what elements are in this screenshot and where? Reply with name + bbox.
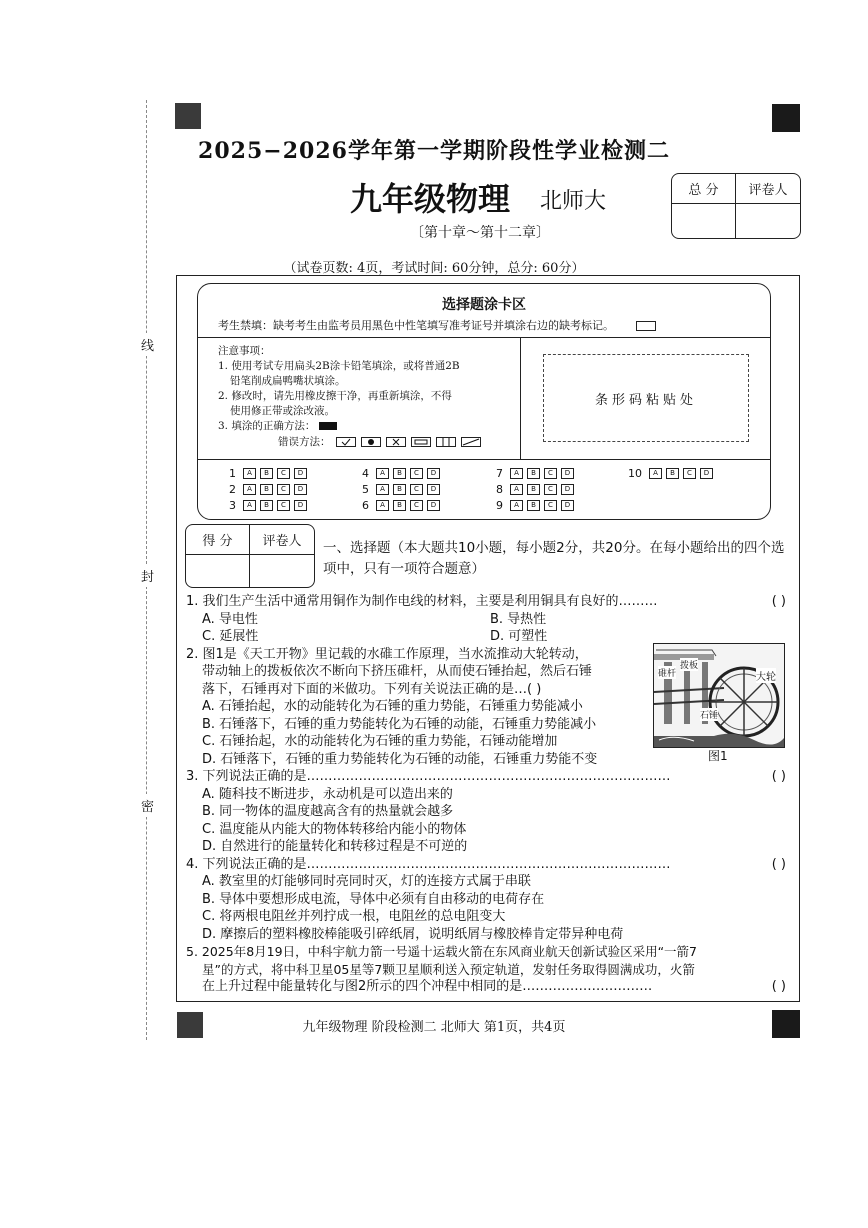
question-number: 3 [229,498,236,512]
option-b: B. 石锤落下，石锤的重力势能转化为石锤的动能，石锤重力势能减小 [202,716,597,732]
option-d: D. 摩擦后的塑料橡胶棒能吸引碎纸屑，说明纸屑与橡胶棒肯定带异种电荷 [202,926,624,942]
option-b: B. 同一物体的温度越高含有的热量就会越多 [202,804,454,819]
exam-title: 2025−2026学年第一学期阶段性学业检测二 [198,138,670,164]
page-footer: 九年级物理 阶段检测二 北师大 第1页，共4页 [302,1020,566,1035]
bubble-d[interactable]: D [427,468,440,479]
bubble-b[interactable]: B [527,484,540,495]
bubble-a[interactable]: A [243,500,256,511]
question-3-stem [186,768,786,786]
bubble-b[interactable]: B [527,468,540,479]
question-number: 5 [362,482,369,496]
notes-heading: 注意事项： [218,345,271,357]
bubble-a[interactable]: A [376,468,389,479]
question-5-text: 在上升过程中能量转化与图2所示的四个冲程中相同的是………………………… [202,979,653,994]
question-5-line: 5. 2025年8月19日，中科宇航力箭一号遥十运载火箭在东风商业航天创新试验区采用“一箭7 [186,944,698,959]
binding-char-mi: 密 [141,794,154,817]
option-d: D. 石锤落下，石锤的重力势能转化为石锤的动能，石锤重力势能不变 [202,751,598,767]
card-divider-top [198,337,770,338]
binding-char-feng: 封 [141,564,154,587]
bubble-a[interactable]: A [376,484,389,495]
bubble-row [222,465,311,481]
missing-note-text: 考生禁填：缺考考生由监考员用黑色中性笔填写准考证号并填涂右边的缺考标记。 [218,319,614,332]
question-number: 9 [496,498,503,512]
bubble-b[interactable]: B [393,500,406,511]
bubble-d[interactable]: D [700,468,713,479]
subject-title: 九年级物理 [350,180,511,218]
bubble-d[interactable]: D [561,484,574,495]
bubble-a[interactable]: A [243,484,256,495]
bubble-c[interactable]: C [544,484,557,495]
absence-mark-box[interactable] [636,321,656,331]
question-number: 2 [229,482,236,496]
bubble-row [489,481,578,497]
corner-marker-top-right [772,104,800,132]
option-c: C. 温度能从内能大的物体转移给内能小的物体 [202,821,467,837]
grader-label: 评卷人 [736,174,800,204]
bubble-b[interactable]: B [527,500,540,511]
bubble-a[interactable]: A [243,468,256,479]
fig-label-paddle: 拨板 [680,658,698,671]
wrong-mark-partial-icon [411,437,431,447]
wrong-mark-sides-icon [436,437,456,447]
bubble-d[interactable]: D [294,500,307,511]
note-line: 1. 使用考试专用扁头2B涂卡铅笔填涂，或将普通2B [218,360,460,372]
wrong-mark-slash-icon [461,437,481,447]
corner-marker-top-left [175,103,201,129]
bubble-row [355,465,444,481]
section-heading: 一、选择题（本大题共10小题，每小题2分，共20分。在每小题给出的四个选项中，只有一项符合题意） [323,540,785,577]
option-a: A. 教室里的灯能够同时亮同时灭，灯的连接方式属于串联 [202,874,531,889]
bubble-group-3 [489,465,578,513]
question-number: 7 [496,466,503,480]
bubble-group-4 [624,465,717,481]
bubble-d[interactable]: D [294,484,307,495]
total-score-box [671,173,801,239]
grader-field[interactable] [736,204,800,238]
question-2-line: 带动轴上的拨板依次不断向下挤压碓杆，从而使石锤抬起，然后石锤 [202,664,593,679]
bubble-d[interactable]: D [427,500,440,511]
bubble-c[interactable]: C [277,468,290,479]
bubble-b[interactable]: B [666,468,679,479]
option-a: A. 导电性 [202,611,258,627]
bubble-b[interactable]: B [260,484,273,495]
option-d: D. 自然进行的能量转化和转移过程是不可逆的 [202,839,468,854]
question-number: 1 [229,466,236,480]
wrong-mark-check-icon [336,437,356,447]
question-number: 6 [362,498,369,512]
question-2-line: 落下，石锤再对下面的米做功。下列有关说法正确的是…( ) [202,681,542,697]
card-divider-bottom [198,459,770,460]
bubble-a[interactable]: A [510,484,523,495]
option-c: C. 将两根电阻丝并列拧成一根，电阻丝的总电阻变大 [202,909,506,924]
option-b: B. 导热性 [490,611,547,627]
figure-1-caption: 图1 [708,749,728,763]
binding-char-xian: 线 [141,333,154,356]
fig-label-big-wheel: 大轮 [756,668,776,683]
bubble-b[interactable]: B [393,484,406,495]
notes-block [218,344,513,434]
bubble-a[interactable]: A [510,500,523,511]
wrong-mark-dot-icon [361,437,381,447]
option-a: A. 随科技不断进步，永动机是可以造出来的 [202,786,453,802]
bubble-c[interactable]: C [544,468,557,479]
bubble-d[interactable]: D [561,468,574,479]
question-1-options-row2 [186,628,786,646]
question-1-stem [186,593,786,611]
missing-note [218,317,656,333]
question-1-text: 1. 我们生产生活中通常用铜作为制作电线的材料，主要是利用铜具有良好的……… [186,594,658,609]
question-4-stem [186,856,786,874]
total-score-field[interactable] [672,204,736,238]
correct-method-label: 3. 填涂的正确方法： [218,420,316,432]
correct-mark-example [319,422,337,430]
bubble-c[interactable]: C [410,484,423,495]
question-4-text: 4. 下列说法正确的是………………………………………………………………………… [186,856,671,872]
bubble-group-1 [222,465,311,513]
exam-info: （试卷页数: 4页，考试时间: 60分钟，总分: 60分） [283,261,585,276]
bubble-row [489,465,578,481]
section-score-box [185,524,315,588]
fig-label-pestle: 碓杆 [658,666,676,679]
note-line: 铅笔削成扁鸭嘴状填涂。 [230,375,346,387]
bubble-c[interactable]: C [683,468,696,479]
option-b: B. 导体中要想形成电流，导体中必须有自由移动的电荷存在 [202,891,545,907]
bubble-row [489,497,578,513]
wrong-method-label: 错误方法： [278,436,331,448]
bubble-row [222,481,311,497]
question-5-line: 星”的方式，将中科卫星05星等7颗卫星顺利送入预定轨道，发射任务取得圆满成功，火箭 [202,961,695,977]
bubble-a[interactable]: A [510,468,523,479]
bubble-b[interactable]: B [260,500,273,511]
bubble-row [624,465,717,481]
bubble-b[interactable]: B [393,468,406,479]
section-score-field[interactable] [186,555,250,587]
bubble-row [355,497,444,513]
wrong-mark-cross-icon [386,437,406,447]
option-c: C. 延展性 [202,629,259,644]
bubble-c[interactable]: C [277,484,290,495]
bubble-d[interactable]: D [294,468,307,479]
card-divider-vertical [520,337,521,459]
bubble-d[interactable]: D [427,484,440,495]
section-grader-field[interactable] [250,555,314,587]
question-4-answer-paren[interactable]: ( ) [771,856,786,872]
chapter-range: 〔第十章～第十二章〕 [410,225,550,241]
section-score-label: 得 分 [186,525,250,555]
answer-card-title: 选择题涂卡区 [442,297,526,313]
bubble-a[interactable]: A [376,500,389,511]
question-1-options-row1 [186,611,786,629]
bubble-c[interactable]: C [410,468,423,479]
bubble-row [355,481,444,497]
question-5-last-line [186,978,786,996]
barcode-area[interactable]: 条形码粘贴处 [543,354,749,442]
bubble-group-2 [355,465,444,513]
edition-label: 北师大 [540,189,607,214]
question-2-line: 2. 图1是《天工开物》里记载的水碓工作原理，当水流推动大轮转动， [186,646,588,662]
question-3-answer-paren[interactable]: ( ) [771,769,786,784]
bubble-d[interactable]: D [561,500,574,511]
total-score-label: 总 分 [672,174,736,204]
bubble-b[interactable]: B [260,468,273,479]
questions-list [186,593,786,996]
fig-label-stone-hammer: 石锤 [700,708,718,721]
question-number: 10 [628,466,642,480]
bubble-row [222,497,311,513]
note-line: 使用修正带或涂改液。 [230,405,335,417]
wrong-methods [278,434,481,449]
note-line [218,419,513,434]
question-1-answer-paren[interactable]: ( ) [771,594,786,609]
question-number: 8 [496,482,503,496]
option-c: C. 石锤抬起，水的动能转化为石锤的重力势能，石锤动能增加 [202,734,558,749]
option-d: D. 可塑性 [490,629,548,644]
note-line: 2. 修改时，请先用橡皮擦干净，再重新填涂，不得 [218,390,452,402]
bubble-c[interactable]: C [544,500,557,511]
option-a: A. 石锤抬起，水的动能转化为石锤的重力势能，石锤重力势能减小 [202,699,583,714]
question-number: 4 [362,466,369,480]
question-3-text: 3. 下列说法正确的是………………………………………………………………………… [186,769,671,784]
bubble-a[interactable]: A [649,468,662,479]
question-5-answer-paren[interactable]: ( ) [771,979,786,994]
section-grader-label: 评卷人 [250,525,314,555]
bubble-c[interactable]: C [410,500,423,511]
bubble-c[interactable]: C [277,500,290,511]
answer-card [197,283,771,520]
